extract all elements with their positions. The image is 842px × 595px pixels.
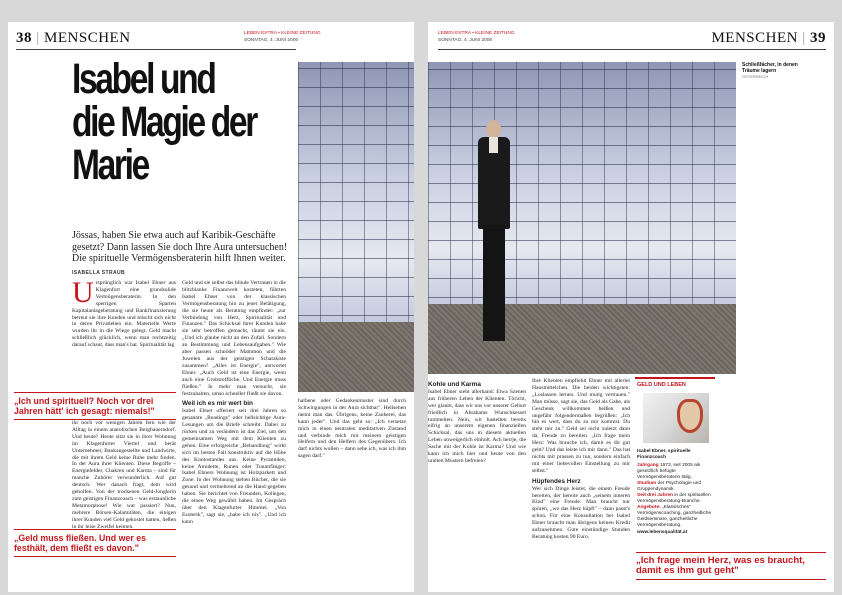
info-box-website[interactable]: www.lebensqualität.at: [637, 530, 688, 535]
column-1-bottom: [72, 420, 176, 530]
page-header-left: 38 | MENSCHEN: [16, 30, 131, 46]
column-2: [182, 280, 286, 584]
column-4: [428, 378, 526, 578]
section-name: MENSCHEN: [44, 30, 131, 46]
column-2-text-2: Isabel Ebner offeriert seit drei Jahren so genannte „Readings" oder hellsichtige Aura-Lesungen um die Briefe schreibt. Dabei zu rücken und zu verändern ist das Ziel, um den gemeinsamen Weg mit dem Klienten zu gehen. Eine erfolgreiche „Behandlung" wirkt sich im besten Fall konstruktiv auf die Höhe des Kontostandes aus. Keine Pyramiden, keine Amulette, Runen oder Traumfänger: Isabel Ebners Wohnung ist Holzparkett und Zone. In der Wohnung stehen Bücher, die sie gesund und vermehrend an die Hand gegeben haben. Sie berichtet von Freunden, Kollegen, die einen Weg gewählt haben. Im Gespräch über den Klagenfurter Himmel. „Von Esoterik", sagt sie, „habe ich nix". „Und ich kann: [182, 408, 286, 525]
header-rule: [16, 49, 296, 50]
info-box-text: Isabel Ebner, spirituelle Finanzcoach Jahrgang 1973, seit 2005 als gesetzlich befugte Vermögensberaterin tätig. Studium der Psychologie und Gruppendynamik. Seit drei Jahren in der spirituellen Vermögensberatung-Branche. Angebote: „Klassisches" Vermögenscoaching, ganzheitliche Geldseminare, ganzheitliche Vermögensberatung. www.lebensqualität.at: [637, 449, 712, 535]
portrait-isabel-ebner: [474, 120, 514, 350]
column-1-text-2: ihr noch vor wenigen Jahren fern wie der Alltag in einem anatolischen Bergbauerndorf. Und heute? Heute sitzt sie in ihrer Wohnung im Klagenfurter Viertel und berät Unternehmer, Bankangestellte und Landwirte, die mit ihrem Geld keine Ruhe mehr finden. In der Aura ihrer Klienten. Diese Begriffe – Energiefelder, Chakren und Karma – sind für manche Zuhörer verwunderlich. Auf gut deutsch: Wer danach fragt, dem wird geholfen. Von der trockenen Geld-Jonglerin zum geistigen Finanzcoach – was erstaunliche Metamorphose! Wie war passiert? Nun, mehrere Börsen-Kalamitäten, die einigen ihrer Kunden viel Geld gekostet hatten, ließen in ihr leise Zweifel keimen.: [72, 420, 176, 530]
subheading-3: Hüpfendes Herz: [532, 477, 581, 485]
subheading-1: Weil ich es mir wert bin: [182, 400, 253, 408]
locker-photo-right: [428, 62, 736, 374]
byline: ISABELLA STRAUB: [72, 270, 126, 276]
photo-caption: Schließfächer, in denen Träume lagern ÖSTERREICH: [742, 62, 812, 80]
info-box-photo: [643, 393, 709, 443]
column-5: [532, 378, 630, 554]
locker-photo-left: [298, 62, 414, 392]
edition-line: LEBEN EXTRA • KLEINE ZEITUNG: [244, 31, 321, 36]
column-2-text: Geld und sie selbst das blinde Vertrauen in die blitzblanke Finanzwelt kosteten, führten Isabel Ebner von der klassischen Vermögensberatung hin zu jener Betätigung, die sie heute als Beratung empfindet: „zur Verbindung von Herz, Spiritualität und Finanzen." Das Schicksal ihrer Kunden habe sie sehr betroffen gemacht, räumt sie ein. „Und ich glaube nicht an den Zufall. Sondern an Bestimmung und Lebensaufgaben." Wie aber passen schnöder Mammon und die Juwelen aus der geistigen Schatzkiste zusammen? „Alles ist Energie", antwortet Ebner. „Auch Geld ist eine Energie, wenn auch eine Grobstoffliche. Und Energie muss fließen." Je mehr man versucht, sie festzuhalten, umso schneller fließt sie davon.: [182, 280, 286, 397]
page-header-right: MENSCHEN | 39: [711, 30, 826, 46]
header-rule-right: [438, 49, 826, 50]
info-box: [635, 377, 715, 545]
info-box-person: Isabel Ebner, spirituelle Finanzcoach: [637, 449, 691, 460]
article-title: Isabel und die Magie der Marie: [72, 55, 256, 189]
article-lead: Jössas, haben Sie etwa auch auf Karibik-Geschäfte gesetzt? Dann lassen Sie doch Ihre Aura untersuchen! Die spirituelle Vermögensberaterin hilft Ihnen weiter.: [72, 230, 288, 265]
info-box-label: GELD UND LEBEN: [637, 382, 686, 388]
section-name-right: MENSCHEN: [711, 30, 798, 46]
edition-line-right: LEBEN EXTRA • KLEINE ZEITUNG: [438, 31, 515, 36]
subheading-2: Kohle und Karma: [428, 381, 481, 388]
column-5-text: Ihre Klienten empfiehlt Ebner mit allerlei Hausmittelchen. Die beiden wichtigsten: „Loslassen lernen. Und mutig vertrauen." Man müsse, sagt sie, das Geld als Gabe, als Geschenk willkommen heißen und ungefähr folgendermaßen begrüßen: „Ich bin es wert, dass du zu mir kommst. Du steht mir zu." Geld sei nicht zuletzt dann da, Freude zu bereiten. „Ich frage mein Herz: Was brauche ich, damit es dir gut geht? Und das leiste ich mir dann." Das hat nichts mit prassen zu tun, sondern einfach mit einer liebevollen Einstellung zu mir selbst.": [532, 378, 630, 474]
pull-quote-1: „Ich und spirituell? Noch vor drei Jahren hätt' ich gesagt: niemals!": [14, 392, 176, 420]
edition-info: [244, 31, 321, 44]
column-3: [298, 398, 406, 584]
pull-quote-2: „Geld muss fließen. Und wer es festhält, dem fließt es davon.": [14, 529, 176, 557]
column-1-text: rsprünglich war Isabel Ebner aus Klagenfurt eine grundsolide Vermögensberaterin. In den sperrigen Sparten Kapitalanlageberatung und Bankfinanzierung betreut sie ihre Kunden und mischt sich nicht in deren Privatleben ein. Materielle Werte wurden ihr in die Wiege gelegt. Geld macht schließlich glücklich, wenn man rechtzeitig darauf schaut, dass man's hat. Spiritualität lag: [72, 280, 176, 349]
edition-date-right: SONNTAG, 4. JUNI 2006: [438, 37, 493, 43]
right-page: [428, 22, 834, 592]
page-number-right: 39: [810, 30, 826, 46]
left-page: [8, 22, 414, 592]
pull-quote-3: „Ich frage mein Herz, was es braucht, damit es ihm gut geht": [636, 552, 826, 580]
edition-info-right: [438, 31, 515, 44]
column-1-top: [72, 276, 176, 392]
floor: [298, 322, 414, 392]
page-number: 38: [16, 30, 32, 46]
column-4-text: Isabel Ebner sieht allerhand: Etwa Szenen aus früheren Leben der Klienten. Töricht, wer glaubt, dass wir uns vor unserer Geburt friedlich in Abrahams Wunschkessel tummelten. Nein, wir bastelten bereits eifrig an unserem eigenen finanziellen Schicksal, das uns in diesem aktuellen Leben unweigerlich einholt. Ach herrje, die Sache mit der Kohle ist Karma? Und wie kann ich mich hier und heute von den uralten Mustern befreien?: [428, 388, 526, 464]
column-3-text: halbene oder Gedankenmuster sind durch Schwingungen in der Aura sichtbar". Hellsehen nennt man das. Übrigens, keine Zauberei, das kann jeder". Und das geht so: „Ich versetze mich in einen neutralen meditativen Zustand und verbinde mich mit meinem geistigen Helfern und den Helfern des Gegenübers. Ich darf nichts wollen – dann sehe ich, was ich ihm sagen darf.": [298, 398, 406, 460]
column-5-text-2: Wer sich Dinge leistet, die einem Freude bereiten, der bereite auch „seinem inneren Kind" eine Freude. Man braucht nur spüren, „wo das Herz hüpft" – dann passt's schon. Für eine Konsultation bei Isabel Ebner braucht man übrigens keinen Kredit aufzunehmen. Gute einstündige Stunden Beratung kosten 90 Euro.: [532, 485, 630, 540]
photo-credit: ÖSTERREICH: [742, 74, 769, 79]
edition-date: SONNTAG, 4. JUNI 2006: [244, 37, 299, 43]
drop-cap: U: [72, 276, 94, 309]
